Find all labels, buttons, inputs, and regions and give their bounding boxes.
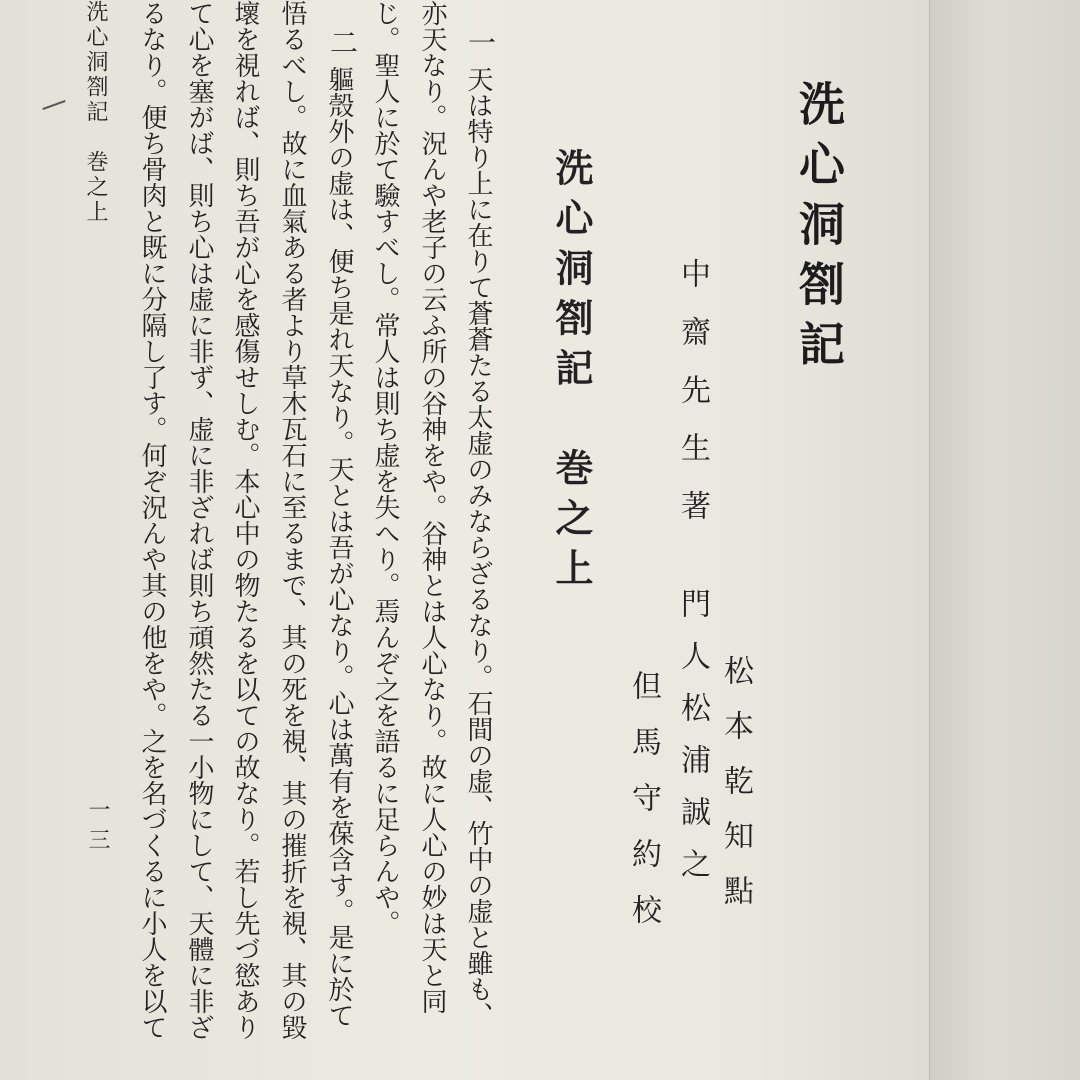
volume-title: 洗心洞劄記 巻之上 [549, 148, 594, 598]
book-title: 洗心洞劄記 [792, 80, 846, 380]
editor-1-name: 松本乾知 [718, 655, 753, 875]
text-line: 亦天なり。況んや老子の云ふ所の谷神をや。谷神とは人心なり。故に人心の妙は天と同 [417, 0, 447, 1014]
page-number: 一三 [85, 798, 110, 858]
text-line: 壞を視れば、則ち吾が心を感傷せしむ。本心中の物たるを以ての故なり。若し先づ慾あり [230, 0, 260, 1040]
running-head: 洗心洞劄記 巻之上 [83, 0, 108, 225]
editor-line-2 [675, 588, 710, 900]
text-line: て心を塞がば、則ち心は虚に非ず、虚に非ざれば則ち頑然たる一小物にして、天體に非ざ [184, 0, 214, 1040]
editor-line-3 [626, 670, 661, 950]
author-line: 中齋先生著 [675, 258, 710, 548]
editor-3-role: 校 [626, 894, 661, 950]
editor-line-1 [718, 655, 753, 930]
text-line: 悟るべし。故に血氣ある者より草木瓦石に至るまで、其の死を視、其の摧折を視、其の毀 [277, 0, 307, 1040]
adjacent-page-edge [929, 0, 1080, 1080]
text-line: るなり。便ち骨肉と既に分隔し了す。何ぞ況んや其の他をや。之を名づくるに小人を以て [137, 0, 167, 1040]
editor-2-name: 松浦誠之 [675, 692, 710, 900]
disciple-label: 門人 [675, 588, 710, 692]
text-line: 軀殼外の虚は、便ち是れ天なり。天とは吾が心なり。心は萬有を葆含す。是に於て [324, 66, 354, 1028]
text-line: じ。聖人に於て驗すべし。常人は則ち虚を失へり。焉んぞ之を語るに足らんや。 [370, 0, 400, 936]
paragraph-number-1: 一 [464, 28, 497, 56]
editor-3-name: 但馬守約 [626, 670, 661, 894]
paragraph-number-2: 二 [326, 28, 359, 56]
editor-1-role: 點 [718, 875, 753, 930]
text-line: 天は特り上に在りて蒼蒼たる太虚のみならざるなり。石間の虚、竹中の虚と雖も、 [463, 66, 493, 1028]
